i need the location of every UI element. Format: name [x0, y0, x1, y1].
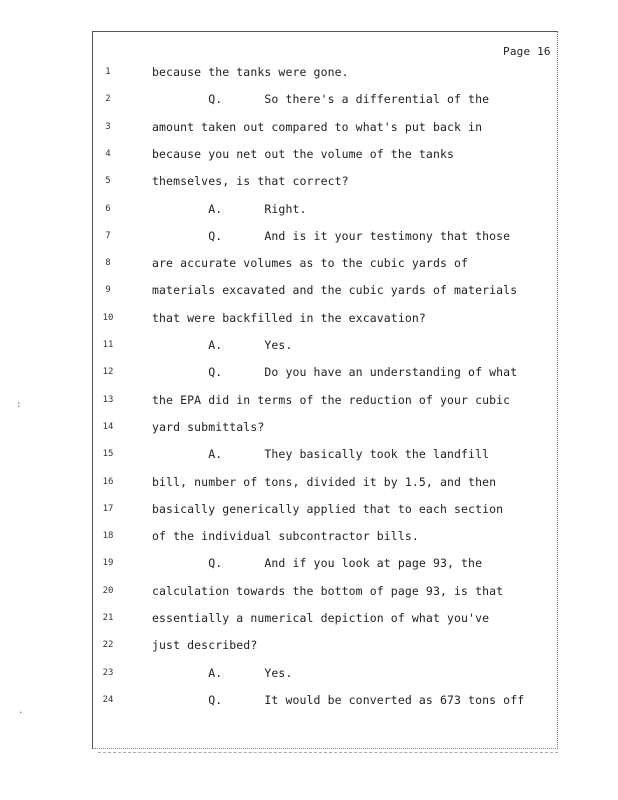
transcript-line: yard submittals?: [152, 419, 265, 434]
transcript-line: amount taken out compared to what's put back in: [152, 119, 483, 134]
transcript-line: themselves, is that correct?: [152, 174, 349, 189]
transcript-line: because you net out the volume of the tanks: [152, 146, 455, 161]
line-number: 11: [102, 340, 114, 350]
transcript-line: of the individual subcontractor bills.: [152, 529, 419, 544]
line-number: 4: [105, 148, 111, 159]
transcript-line: A. Yes.: [152, 665, 293, 680]
transcript-line: Q. So there's a differential of the: [152, 92, 490, 107]
line-number: 19: [102, 558, 114, 569]
transcript-line: basically generically applied that to each section: [152, 501, 504, 516]
transcript-line: Q. And if you look at page 93, the: [152, 556, 483, 571]
line-number: 10: [102, 312, 114, 323]
line-number: 6: [105, 203, 111, 214]
line-number: 18: [102, 531, 114, 542]
transcript-line: Q. Do you have an understanding of what: [152, 365, 518, 380]
line-number: 1: [105, 67, 111, 77]
transcript-line: materials excavated and the cubic yards of materials: [152, 283, 518, 298]
transcript-line: bill, number of tons, divided it by 1.5, and then: [152, 474, 497, 489]
transcript-line: the EPA did in terms of the reduction of your cubic: [152, 392, 511, 407]
line-number: 7: [105, 230, 111, 241]
transcript-line: A. Right.: [152, 201, 307, 216]
transcript-line: are accurate volumes as to the cubic yards of: [152, 256, 469, 271]
line-number: 3: [105, 121, 111, 132]
page-bottom-edge: [98, 752, 558, 753]
line-number: 24: [102, 694, 114, 705]
margin-mark: .: [18, 706, 24, 716]
page-number: Page 16: [503, 45, 551, 58]
line-number: 14: [102, 421, 114, 432]
line-number: 5: [105, 176, 111, 187]
transcript-line: Q. And is it your testimony that those: [152, 228, 511, 243]
transcript-line: A. Yes.: [152, 338, 293, 352]
transcript-line: because the tanks were gone.: [152, 65, 349, 79]
transcript-line: essentially a numerical depiction of what you've: [152, 611, 490, 625]
line-number: 9: [105, 285, 111, 296]
line-number: 23: [102, 667, 114, 678]
line-number: 16: [102, 476, 114, 487]
line-number: 12: [102, 367, 114, 378]
line-number: 13: [102, 394, 114, 405]
line-number: 2: [105, 94, 111, 105]
transcript-line: A. They basically took the landfill: [152, 447, 490, 462]
transcript-line: just described?: [152, 638, 258, 653]
line-number: 8: [105, 258, 111, 269]
line-number: 22: [102, 640, 114, 651]
transcript-line: calculation towards the bottom of page 93, is that: [152, 583, 504, 598]
margin-mark: :: [16, 400, 22, 410]
transcript-line: Q. It would be converted as 673 tons off: [152, 692, 525, 707]
line-number: 21: [102, 613, 114, 623]
line-number: 17: [102, 503, 114, 514]
transcript-line: that were backfilled in the excavation?: [152, 310, 426, 325]
line-number: 20: [102, 585, 114, 596]
line-number: 15: [102, 449, 114, 460]
